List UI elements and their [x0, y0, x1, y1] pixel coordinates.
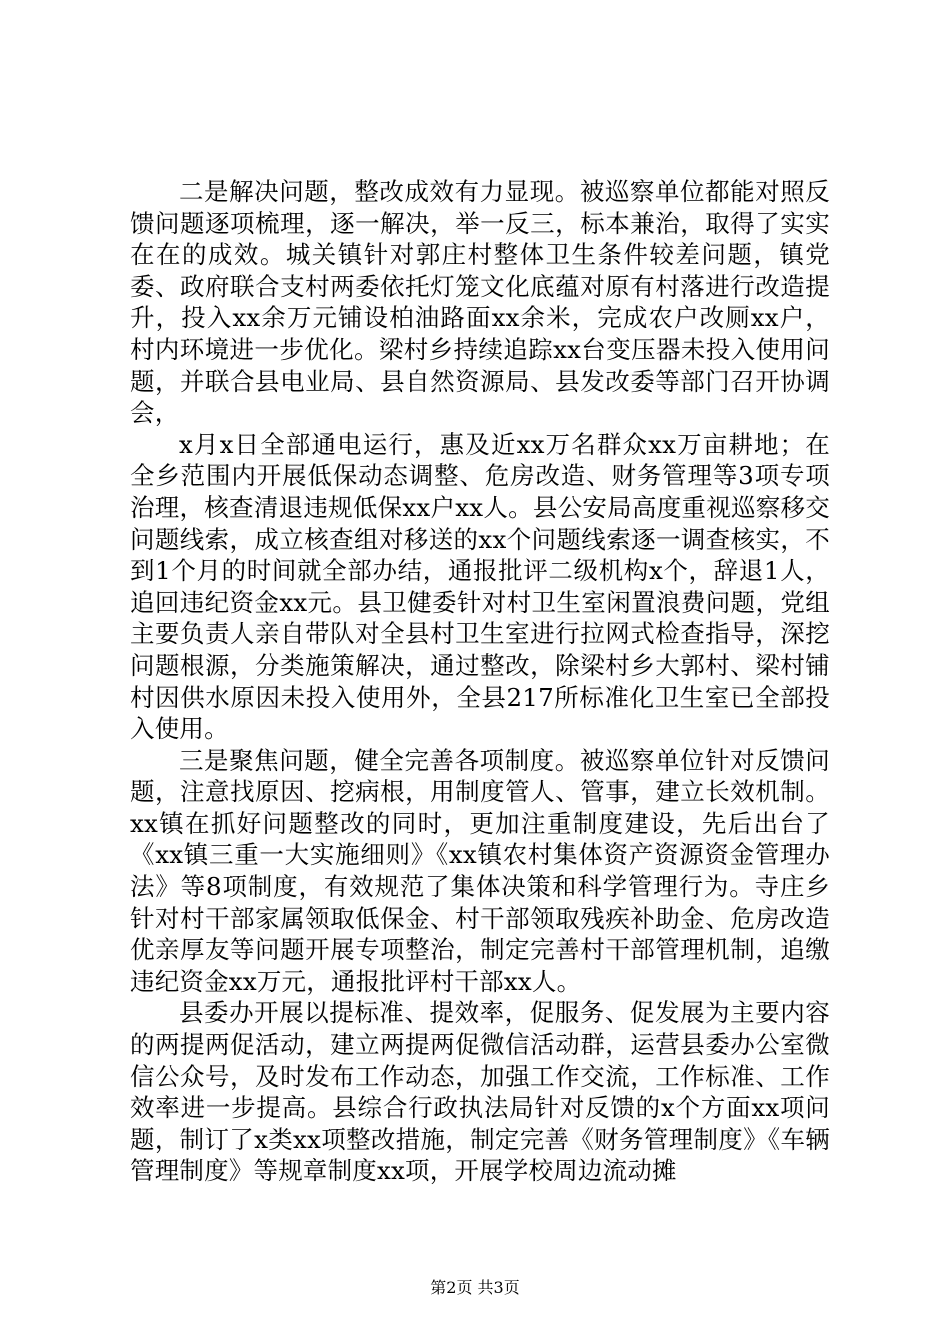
paragraph-3: 三是聚焦问题，健全完善各项制度。被巡察单位针对反馈问题，注意找原因、挖病根，用制度管人、管事，建立长效机制。xx镇在抓好问题整改的同时，更加注重制度建设，先后出台了《xx镇三重一大实施细则》《xx镇农村集体资产资源资金管理办法》等8项制度，有效规范了集体决策和科学管理行为。寺庄乡针对村干部家属领取低保金、村干部领取残疾补助金、危房改造优亲厚友等问题开展专项整治，制定完善村干部管理机制，追缴违纪资金xx万元，通报批评村干部xx人。: [130, 745, 830, 996]
document-body: [130, 176, 830, 1187]
paragraph-4: 县委办开展以提标准、提效率，促服务、促发展为主要内容的两提两促活动，建立两提两促微信活动群，运营县委办公室微信公众号，及时发布工作动态，加强工作交流，工作标准、工作效率进一步提高。县综合行政执法局针对反馈的x个方面xx项问题，制订了x类xx项整改措施，制定完善《财务管理制度》《车辆管理制度》等规章制度xx项，开展学校周边流动摊: [130, 998, 830, 1186]
page-number-footer: 第2页 共3页: [430, 1278, 520, 1297]
paragraph-2: x月x日全部通电运行，惠及近xx万名群众xx万亩耕地；在全乡范围内开展低保动态调整、危房改造、财务管理等3项专项治理，核查清退违规低保xx户xx人。县公安局高度重视巡察移交问题线索，成立核查组对移送的xx个问题线索逐一调查核实，不到1个月的时间就全部办结，通报批评二级机构x个，辞退1人，追回违纪资金xx元。县卫健委针对村卫生室闲置浪费问题，党组主要负责人亲自带队对全县村卫生室进行拉网式检查指导，深挖问题根源，分类施策解决，通过整改，除梁村乡大郭村、梁村铺村因供水原因未投入使用外，全县217所标准化卫生室已全部投入使用。: [130, 429, 830, 744]
paragraph-1: 二是解决问题，整改成效有力显现。被巡察单位都能对照反馈问题逐项梳理，逐一解决，举一反三，标本兼治，取得了实实在在的成效。城关镇针对郭庄村整体卫生条件较差问题，镇党委、政府联合支村两委依托灯笼文化底蕴对原有村落进行改造提升，投入xx余万元铺设柏油路面xx余米，完成农户改厕xx户，村内环境进一步优化。梁村乡持续追踪xx台变压器未投入使用问题，并联合县电业局、县自然资源局、县发改委等部门召开协调会，: [130, 177, 830, 428]
